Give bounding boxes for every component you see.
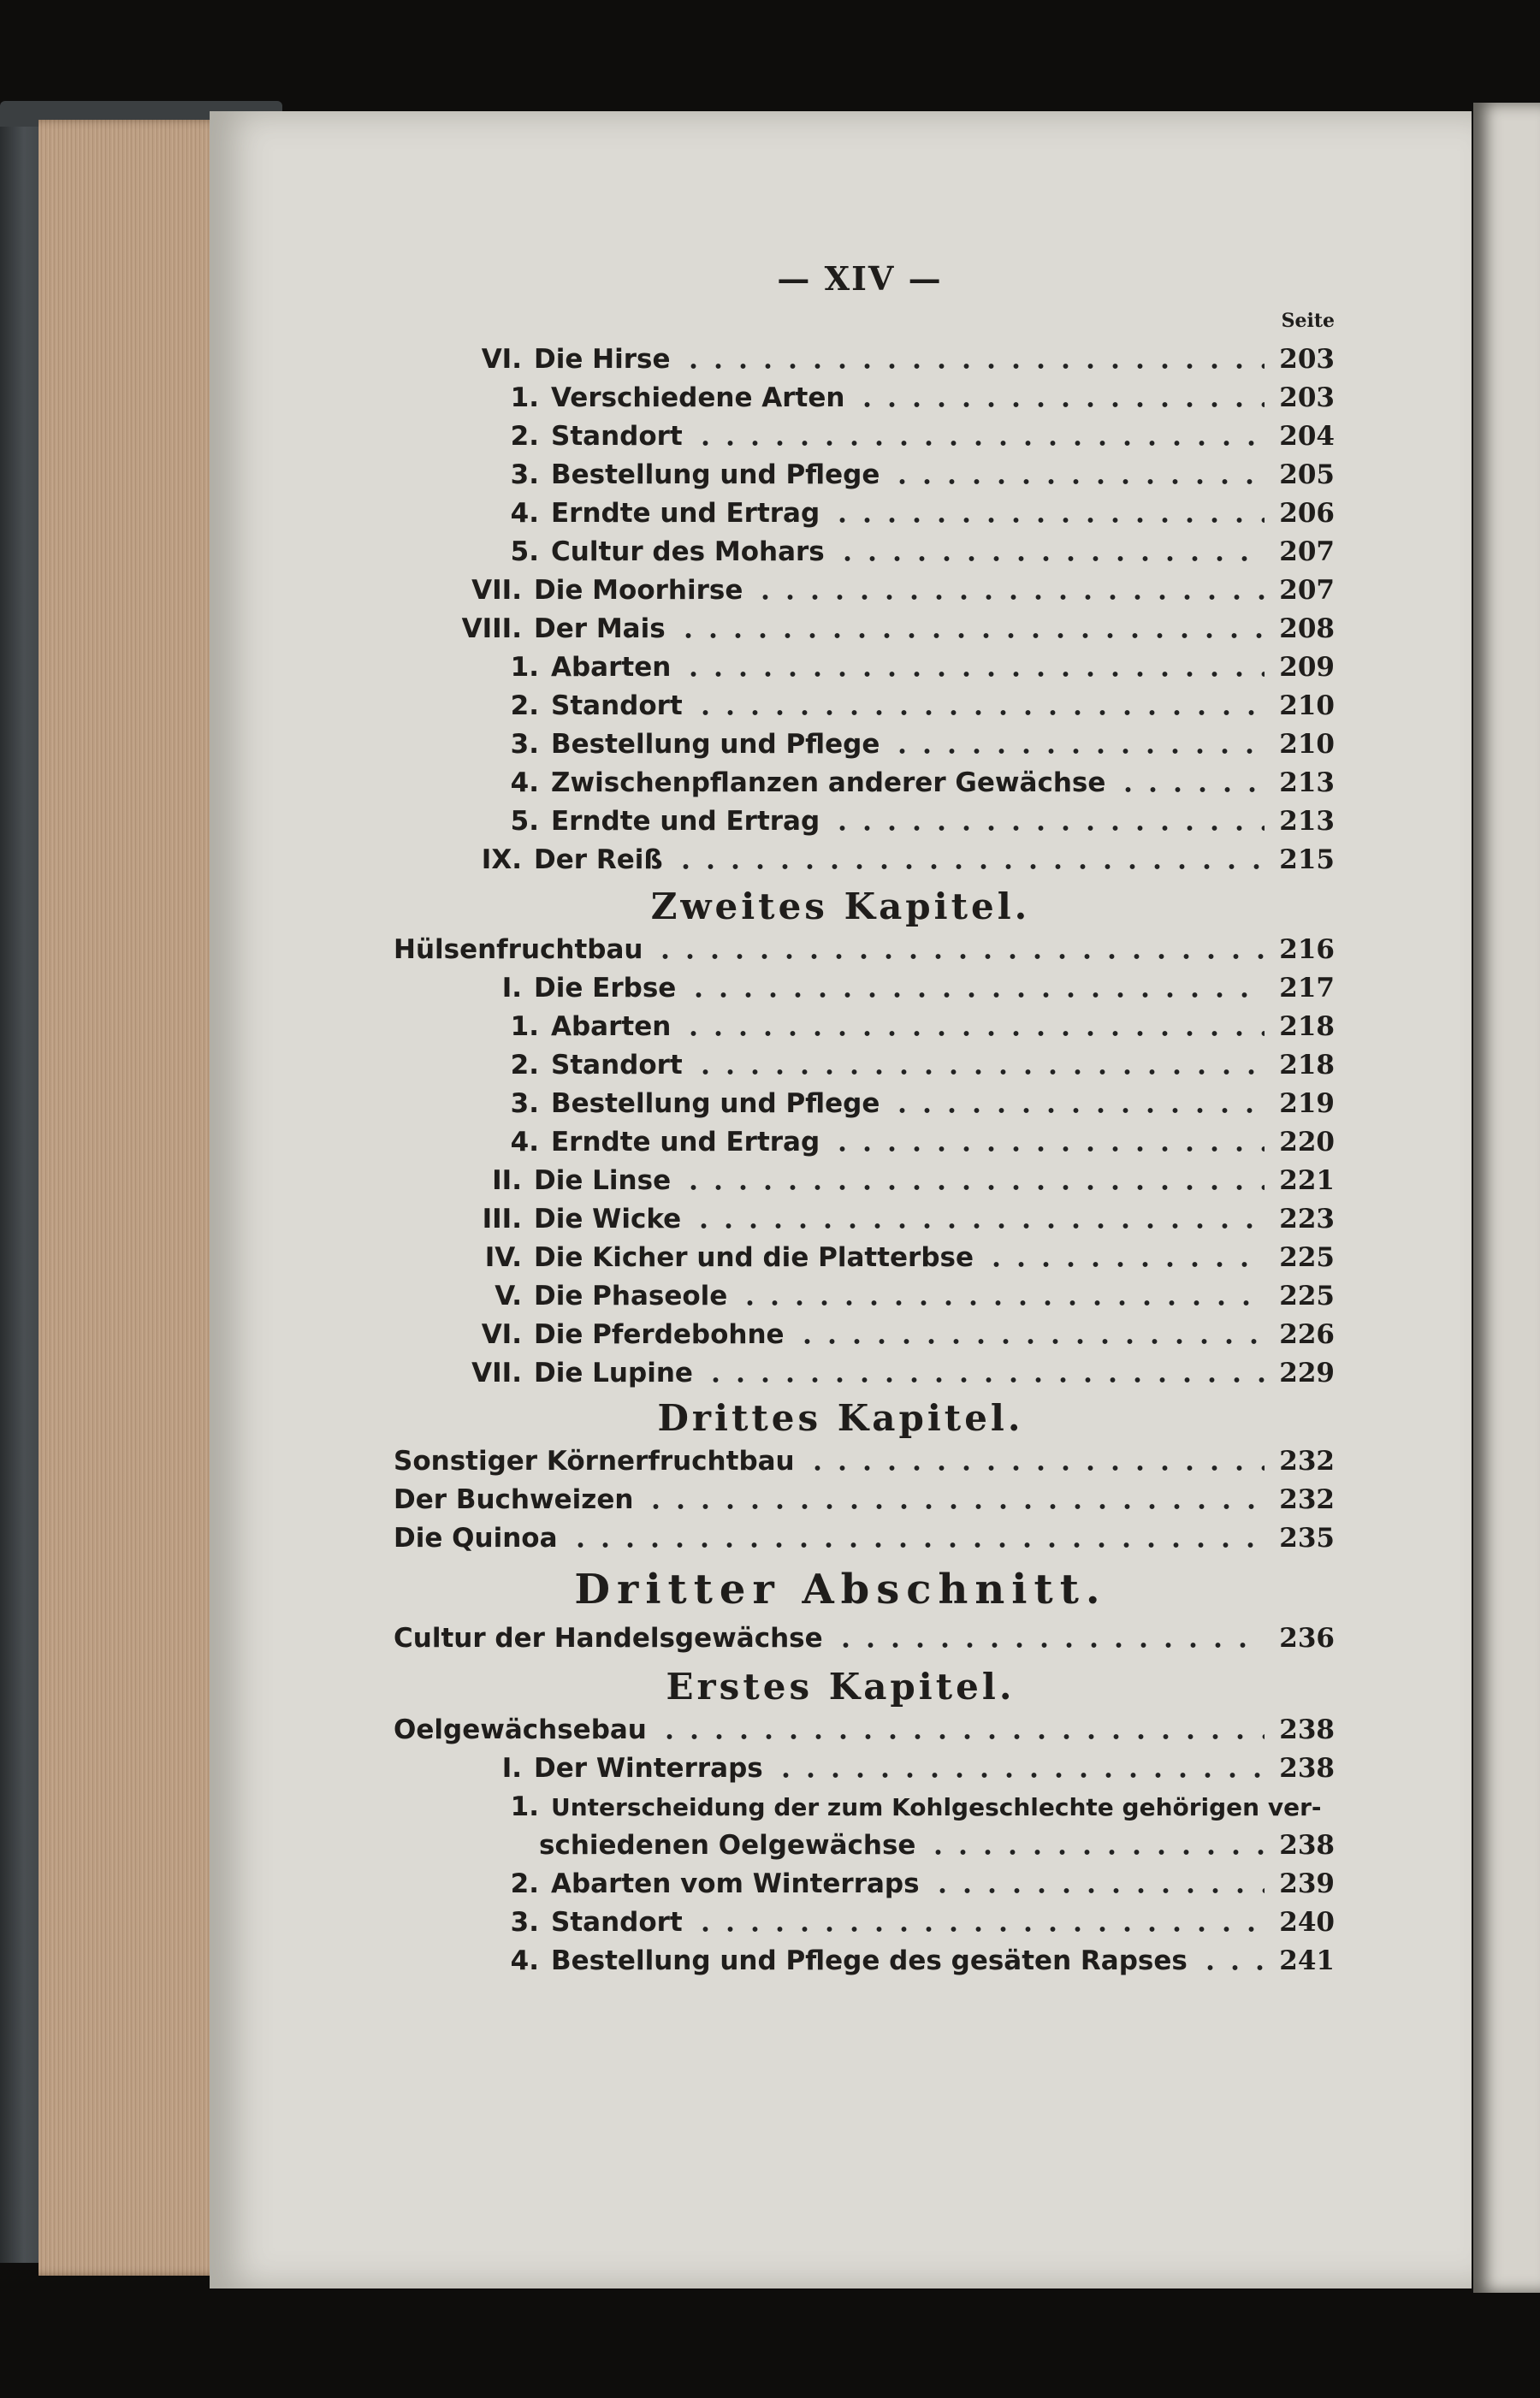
toc-entry (445, 1200, 1335, 1238)
leader-dots (795, 1322, 1265, 1347)
toc-number: 1. (510, 1011, 539, 1042)
toc-entry (394, 1711, 1335, 1749)
toc-number: 1. (510, 1791, 539, 1822)
toc-number: 2. (510, 1050, 539, 1081)
toc-title: Hülsenfruchtbau (394, 934, 643, 965)
toc-page: 238 (1279, 1830, 1335, 1861)
toc-title: Cultur des Mohars (551, 536, 825, 567)
toc-title: Bestellung und Pflege (551, 1088, 880, 1119)
leader-dots (703, 1360, 1265, 1386)
toc-number: 2. (510, 1868, 539, 1899)
toc-page: 215 (1279, 844, 1335, 875)
leader-dots (681, 346, 1265, 372)
toc-title: Standort (551, 1050, 683, 1081)
toc-title: Abarten vom Winterraps (551, 1868, 920, 1899)
seite-column-label: Seite (1281, 310, 1335, 332)
toc-page: 218 (1279, 1050, 1335, 1081)
toc-entry (488, 1904, 1335, 1941)
toc-number: VII. (471, 575, 522, 606)
toc-entry (445, 841, 1335, 879)
toc-entry (428, 610, 1335, 648)
leader-dots (681, 654, 1265, 680)
toc-entry (394, 1619, 1335, 1657)
toc-page: 232 (1279, 1484, 1335, 1515)
page-number-header: — XIV — (777, 259, 943, 298)
leader-dots (855, 385, 1265, 411)
toc-entry (394, 1481, 1335, 1519)
toc-page: 207 (1279, 536, 1335, 567)
toc-page: 236 (1279, 1623, 1335, 1654)
toc-number: IX. (481, 844, 522, 875)
leader-dots (830, 808, 1265, 834)
toc-entry (445, 1316, 1335, 1353)
leader-dots (890, 1091, 1265, 1116)
chapter-heading: Drittes Kapitel. (657, 1397, 1024, 1439)
toc-entry (488, 456, 1335, 494)
toc-title: Bestellung und Pflege des gesäten Rapses (551, 1945, 1188, 1976)
leader-dots (926, 1833, 1265, 1858)
toc-page: 229 (1279, 1358, 1335, 1388)
toc-number: VIII. (461, 613, 522, 644)
toc-entry (445, 969, 1335, 1007)
toc-page: 225 (1279, 1242, 1335, 1273)
toc-entry (488, 687, 1335, 725)
toc-page: 217 (1279, 973, 1335, 1004)
toc-page: 235 (1279, 1523, 1335, 1554)
toc-title: Zwischenpflanzen anderer Gewächse (551, 767, 1106, 798)
toc-title: Bestellung und Pflege (551, 459, 880, 490)
toc-number: I. (501, 973, 522, 1004)
toc-entry (445, 340, 1335, 378)
toc-title: Standort (551, 1907, 683, 1938)
toc-title: Der Winterraps (534, 1753, 763, 1784)
toc-page: 213 (1279, 806, 1335, 837)
toc-number: VII. (471, 1358, 522, 1388)
toc-title: Die Pferdebohne (534, 1319, 785, 1350)
toc-title: Erndte und Ertrag (551, 1127, 820, 1158)
leader-dots (568, 1525, 1265, 1551)
leader-dots (673, 847, 1265, 873)
toc-entry (488, 1085, 1335, 1122)
toc-page: 213 (1279, 767, 1335, 798)
toc-page: 223 (1279, 1204, 1335, 1235)
toc-page: 225 (1279, 1281, 1335, 1311)
toc-number: 4. (510, 1127, 539, 1158)
toc-title: Sonstiger Körnerfruchtbau (394, 1446, 795, 1477)
toc-entry (445, 1354, 1335, 1392)
leader-dots (833, 1625, 1265, 1651)
toc-title: Die Quinoa (394, 1523, 558, 1554)
toc-page: 241 (1279, 1945, 1335, 1976)
toc-page: 210 (1279, 729, 1335, 760)
toc-page: 221 (1279, 1165, 1335, 1196)
toc-number: 3. (510, 1907, 539, 1938)
toc-page: 203 (1279, 344, 1335, 375)
toc-title: Die Linse (534, 1165, 672, 1196)
toc-page: 205 (1279, 459, 1335, 490)
leader-dots (681, 1168, 1265, 1193)
toc-number: 1. (510, 652, 539, 683)
toc-title: Erndte und Ertrag (551, 806, 820, 837)
toc-entry (488, 725, 1335, 763)
toc-number: 4. (510, 1945, 539, 1976)
toc-title: Abarten (551, 652, 672, 683)
toc-entry (488, 533, 1335, 571)
toc-entry (428, 571, 1335, 609)
leader-dots (693, 423, 1265, 449)
toc-title: Der Buchweizen (394, 1484, 634, 1515)
toc-number: 4. (510, 498, 539, 529)
toc-number: 3. (510, 459, 539, 490)
toc-page: 240 (1279, 1907, 1335, 1938)
toc-entry (445, 1277, 1335, 1315)
leader-dots (681, 1014, 1265, 1039)
leader-dots (693, 693, 1265, 719)
toc-number: 1. (510, 382, 539, 413)
toc-number: III. (482, 1204, 522, 1235)
toc-entry (488, 494, 1335, 532)
toc-entry (539, 1827, 1335, 1864)
toc-entry (488, 1046, 1335, 1084)
toc-entry (394, 1442, 1335, 1480)
toc-title: Die Hirse (534, 344, 671, 375)
toc-title: Unterscheidung der zum Kohlgeschlechte gehörigen ver- (551, 1792, 1322, 1821)
leader-dots (1198, 1948, 1265, 1974)
toc-title: Die Kicher und die Platterbse (534, 1242, 974, 1273)
toc-entry (488, 379, 1335, 417)
leader-dots (653, 937, 1265, 962)
toc-entry (394, 1519, 1335, 1557)
toc-number: IV. (484, 1242, 522, 1273)
leader-dots (693, 1910, 1265, 1935)
toc-title: Die Moorhirse (534, 575, 743, 606)
toc-page: 206 (1279, 498, 1335, 529)
leader-dots (835, 539, 1265, 565)
toc-number: VI. (481, 344, 522, 375)
toc-entry (488, 764, 1335, 802)
toc-title: Erndte und Ertrag (551, 498, 820, 529)
toc-entry (488, 1865, 1335, 1903)
toc-page: 239 (1279, 1868, 1335, 1899)
toc-title: Der Mais (534, 613, 666, 644)
toc-page: 238 (1279, 1753, 1335, 1784)
toc-title: Die Phaseole (534, 1281, 728, 1311)
toc-entry (488, 1123, 1335, 1161)
toc-title: Die Lupine (534, 1358, 693, 1388)
leader-dots (805, 1448, 1265, 1474)
toc-page: 216 (1279, 934, 1335, 965)
toc-number: 2. (510, 690, 539, 721)
chapter-heading: Erstes Kapitel. (666, 1666, 1016, 1708)
leader-dots (930, 1871, 1265, 1897)
leader-dots (737, 1283, 1265, 1309)
leader-dots (830, 500, 1265, 526)
leader-dots (643, 1487, 1265, 1513)
toc-entry (445, 1162, 1335, 1199)
toc-number: 3. (510, 729, 539, 760)
toc-title: Die Erbse (534, 973, 677, 1004)
leader-dots (984, 1245, 1265, 1270)
toc-entry (445, 1239, 1335, 1276)
toc-number: I. (501, 1753, 522, 1784)
leader-dots (691, 1206, 1265, 1232)
leader-dots (657, 1717, 1265, 1743)
toc-page: 207 (1279, 575, 1335, 606)
toc-entry (488, 1942, 1335, 1980)
toc-page: 210 (1279, 690, 1335, 721)
toc-entry (488, 417, 1335, 455)
leader-dots (890, 731, 1265, 757)
toc-title: Oelgewächsebau (394, 1714, 647, 1745)
toc-number: 5. (510, 806, 539, 837)
toc-page: 209 (1279, 652, 1335, 683)
section-heading: Dritter Abschnitt. (574, 1566, 1107, 1613)
toc-title: Bestellung und Pflege (551, 729, 880, 760)
toc-title: Standort (551, 421, 683, 452)
toc-page: 218 (1279, 1011, 1335, 1042)
toc-entry (445, 1750, 1335, 1787)
chapter-heading: Zweites Kapitel. (650, 885, 1031, 927)
toc-entry (394, 931, 1335, 968)
leader-dots (686, 975, 1265, 1001)
toc-page: 203 (1279, 382, 1335, 413)
toc-number: 3. (510, 1088, 539, 1119)
toc-page: 232 (1279, 1446, 1335, 1477)
toc-title: Standort (551, 690, 683, 721)
toc-page: 219 (1279, 1088, 1335, 1119)
toc-title: schiedenen Oelgewächse (539, 1830, 916, 1861)
leader-dots (830, 1129, 1265, 1155)
toc-title: Verschiedene Arten (551, 382, 845, 413)
toc-title: Der Reiß (534, 844, 663, 875)
leader-dots (890, 462, 1265, 488)
toc-page: 238 (1279, 1714, 1335, 1745)
toc-page: 204 (1279, 421, 1335, 452)
toc-number: 2. (510, 421, 539, 452)
leader-dots (753, 577, 1265, 603)
toc-entry (488, 1788, 1335, 1826)
toc-page: 208 (1279, 613, 1335, 644)
toc-title: Cultur der Handelsgewächse (394, 1623, 823, 1654)
leader-dots (773, 1756, 1265, 1781)
toc-entry (488, 648, 1335, 686)
leader-dots (693, 1052, 1265, 1078)
leader-dots (1116, 770, 1265, 796)
toc-title: Die Wicke (534, 1204, 682, 1235)
toc-title: Abarten (551, 1011, 672, 1042)
toc-number: VI. (481, 1319, 522, 1350)
toc-number: V. (495, 1281, 522, 1311)
toc-entry (488, 1008, 1335, 1045)
toc-number: 4. (510, 767, 539, 798)
toc-number: 5. (510, 536, 539, 567)
leader-dots (676, 616, 1265, 642)
toc-entry (488, 802, 1335, 840)
toc-page: 220 (1279, 1127, 1335, 1158)
toc-number: II. (492, 1165, 522, 1196)
toc-page: 226 (1279, 1319, 1335, 1350)
